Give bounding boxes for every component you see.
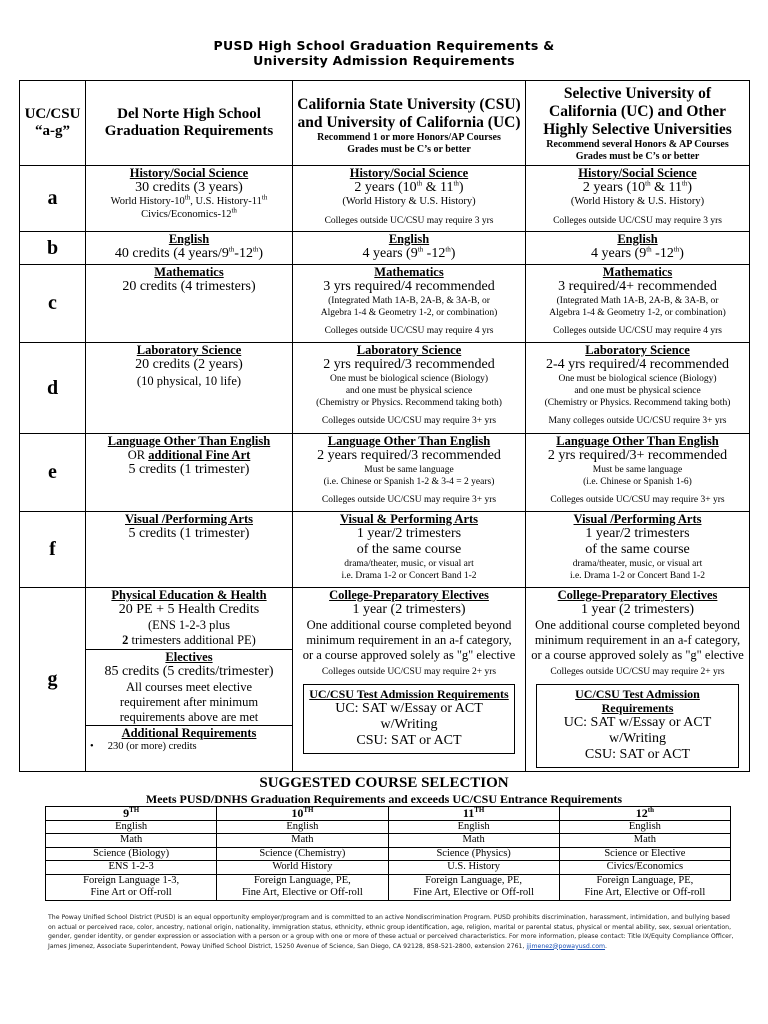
row-letter-e: e (20, 434, 86, 512)
table-row (46, 861, 731, 875)
cell-detail-3: or a course approved solely as "g" elective (302, 648, 516, 662)
uc-cell-d (526, 343, 750, 434)
table-cell: Math (46, 834, 217, 848)
table-cell: Math (217, 834, 388, 848)
row-letter-b: b (20, 232, 86, 265)
cell-detail: Must be same language (592, 465, 683, 475)
grade-10-header: 10TH (217, 807, 388, 821)
cell-main: 40 credits (4 years/9th-12th) (114, 245, 264, 261)
cell-detail: (Integrated Math 1A-B, 2A-B, & 3A-B, or (556, 296, 719, 306)
row-d (20, 343, 750, 434)
cell-detail-3: (Chemistry or Physics. Recommend taking both) (544, 398, 731, 408)
box-line-2: CSU: SAT or ACT (356, 733, 462, 748)
table-row (46, 834, 731, 848)
cell-title: College-Preparatory Electives (329, 588, 489, 602)
cell-note: Colleges outside UC/CSU may require 4 yrs (553, 326, 722, 336)
cell-detail: One must be biological science (Biology) (558, 374, 717, 384)
cell-title: Visual /Performing Arts (573, 512, 702, 526)
cell-title: History/Social Science (129, 166, 249, 180)
header-del-norte: Del Norte High School Graduation Requirements (86, 81, 293, 166)
cell-detail: (Integrated Math 1A-B, 2A-B, & 3A-B, or (328, 296, 490, 306)
page-title (0, 38, 768, 68)
uc-cell-b (526, 232, 750, 265)
table-cell: World History (217, 861, 388, 875)
box-line-2: CSU: SAT or ACT (584, 747, 691, 762)
del-norte-cell-g (86, 588, 293, 772)
cell-note: Colleges outside UC/CSU may require 3+ yrs (321, 495, 497, 505)
cell-detail-2: i.e. Drama 1-2 or Concert Band 1-2 (341, 571, 477, 581)
del-norte-cell-b (86, 232, 293, 265)
header-csu-uc-sub2: Grades must be C’s or better (347, 144, 471, 155)
del-norte-cell-c (86, 265, 293, 343)
row-letter-g: g (20, 588, 86, 772)
grade-9-header: 9TH (46, 807, 217, 821)
cell-detail-2: minimum requirement in an a-f category, (306, 633, 512, 647)
cell-title: English (617, 232, 658, 246)
cell-main: 5 credits (1 trimester) (128, 462, 250, 477)
table-cell: Science (Biology) (46, 847, 217, 861)
cell-note: Colleges outside UC/CSU may require 2+ yrs (321, 667, 497, 677)
header-selective-sub2: Grades must be C’s or better (575, 151, 700, 162)
cell-main: 5 credits (1 trimester) (128, 526, 250, 541)
cell-title: English (168, 232, 210, 246)
uc-cell-c (526, 265, 750, 343)
csu-cell-c (293, 265, 526, 343)
cell-title: Language Other Than English (107, 434, 271, 448)
row-letter-d: d (20, 343, 86, 434)
cell-note: Colleges outside UC/CSU may require 3 yrs (553, 215, 722, 226)
table-cell: Civics/Economics (559, 861, 730, 875)
cell-title: Laboratory Science (136, 343, 242, 357)
cell-detail-2: (i.e. Chinese or Spanish 1-6) (583, 477, 692, 487)
cell-note: Colleges outside UC/CSU may require 3+ yrs (550, 495, 725, 505)
cell-detail: One must be biological science (Biology) (329, 374, 489, 384)
electives-title: Electives (165, 650, 213, 664)
cell-detail: drama/theater, music, or visual art (572, 559, 703, 569)
cell-title: Visual /Performing Arts (125, 512, 253, 526)
cell-detail: (World History & U.S. History) (342, 196, 476, 207)
table-cell: Science or Elective (559, 847, 730, 861)
row-c (20, 265, 750, 343)
table-cell: English (46, 820, 217, 834)
additional-title: Additional Requirements (121, 726, 257, 740)
cell-title: Laboratory Science (585, 343, 690, 357)
header-csu-uc-sub1: Recommend 1 or more Honors/AP Courses (317, 132, 501, 143)
csu-cell-e (293, 434, 526, 512)
box-line-1: UC: SAT w/Essay or ACT w/Writing (335, 701, 483, 732)
cell-note: Colleges outside UC/CSU may require 4 yrs (324, 326, 494, 336)
del-norte-cell-a (86, 166, 293, 232)
cell-title: Mathematics (602, 265, 673, 279)
csu-cell-d (293, 343, 526, 434)
pe-title: Physical Education & Health (111, 588, 267, 602)
box-title: UC/CSU Test Admission Requirements (575, 687, 700, 715)
cell-main: 3 required/4+ recommended (558, 279, 717, 294)
table-cell: Foreign Language, PE, Fine Art, Elective or Off-roll (559, 874, 730, 900)
table-row (46, 874, 731, 900)
box-line-1: UC: SAT w/Essay or ACT w/Writing (563, 715, 712, 746)
table-row (46, 820, 731, 834)
cell-detail-2: Algebra 1-4 & Geometry 1-2, or combination) (320, 308, 498, 318)
additional-item: • 230 (or more) credits (90, 741, 197, 752)
cell-title: History/Social Science (349, 166, 469, 180)
cell-title: Language Other Than English (327, 434, 491, 448)
csu-cell-b (293, 232, 526, 265)
test-requirements-box (536, 684, 739, 768)
row-f (20, 512, 750, 588)
csu-cell-f (293, 512, 526, 588)
cell-detail-2: minimum requirement in an a-f category, (534, 633, 741, 647)
cell-detail-3: (Chemistry or Physics. Recommend taking both) (316, 398, 502, 408)
electives-detail-3: requirements above are met (86, 710, 292, 726)
cell-title: College-Preparatory Electives (557, 588, 718, 602)
pe-detail: (ENS 1-2-3 plus (148, 618, 230, 632)
cell-main: 2-4 yrs required/4 recommended (545, 357, 730, 372)
header-selective-sub1: Recommend several Honors & AP Courses (546, 139, 729, 150)
csu-cell-g (293, 588, 526, 772)
header-row (20, 81, 750, 166)
cell-main-2: of the same course (356, 542, 462, 557)
cell-title: English (388, 232, 430, 246)
cell-main: 1 year (2 trimesters) (352, 602, 466, 617)
box-title: UC/CSU Test Admission Requirements (309, 687, 509, 701)
table-cell: English (559, 820, 730, 834)
row-e (20, 434, 750, 512)
cell-main: 20 credits (4 trimesters) (122, 279, 256, 294)
cell-main: 2 years required/3 recommended (317, 448, 501, 463)
cell-note: Colleges outside UC/CSU may require 3+ yrs (321, 416, 497, 426)
title-line-1: PUSD High School Graduation Requirements & (213, 38, 555, 53)
cell-note: Colleges outside UC/CSU may require 2+ yrs (550, 667, 725, 677)
electives-detail: All courses meet elective (126, 680, 252, 694)
cell-detail-2: i.e. Drama 1-2 or Concert Band 1-2 (569, 571, 706, 581)
cell-main: 3 yrs required/4 recommended (323, 279, 495, 294)
cell-detail-2: (i.e. Chinese or Spanish 1-2 & 3-4 = 2 years) (323, 477, 495, 487)
cell-title: Mathematics (154, 265, 224, 279)
table-cell: English (217, 820, 388, 834)
cell-or-line: OR additional Fine Art (127, 448, 251, 462)
table-cell: Foreign Language, PE, Fine Art, Elective or Off-roll (388, 874, 559, 900)
cell-main: 2 years (10th & 11th) (354, 179, 464, 195)
cell-detail: (10 physical, 10 life) (136, 374, 242, 388)
cell-title: History/Social Science (578, 166, 697, 180)
header-selective (526, 81, 750, 166)
table-cell: ENS 1-2-3 (46, 861, 217, 875)
cell-detail: One additional course completed beyond (535, 618, 740, 632)
cell-main: 20 credits (2 years) (135, 357, 243, 372)
cell-detail: drama/theater, music, or visual art (344, 559, 474, 569)
table-cell: U.S. History (388, 861, 559, 875)
suggested-subtitle: Meets PUSD/DNHS Graduation Requirements and exceeds UC/CSU Entrance Requirements (145, 792, 623, 806)
table-cell: Math (388, 834, 559, 848)
cell-main: 1 year/2 trimesters (356, 526, 462, 541)
suggested-course-table (45, 806, 731, 901)
pe-detail-2: 2 trimesters additional PE) (86, 633, 292, 650)
table-row (46, 847, 731, 861)
cell-detail: World History-10th, U.S. History-11th (110, 193, 268, 207)
contact-email-link[interactable]: jjimenez@powayusd.com (526, 942, 606, 950)
electives-main: 85 credits (5 credits/trimester) (104, 664, 274, 679)
title-line-2: University Admission Requirements (253, 53, 515, 68)
row-g (20, 588, 750, 772)
requirements-table (19, 80, 750, 772)
electives-detail-2: requirement after minimum (119, 695, 259, 709)
table-cell: Science (Chemistry) (217, 847, 388, 861)
cell-main: 30 credits (3 years) (135, 180, 243, 195)
row-b (20, 232, 750, 265)
uc-cell-g (526, 588, 750, 772)
cell-detail-2: Algebra 1-4 & Geometry 1-2, or combination) (549, 308, 726, 318)
table-cell: Foreign Language 1-3, Fine Art or Off-roll (46, 874, 217, 900)
grade-12-header: 12th (559, 807, 730, 821)
del-norte-cell-d (86, 343, 293, 434)
del-norte-cell-f (86, 512, 293, 588)
cell-title: Mathematics (374, 265, 444, 279)
cell-detail: Must be same language (364, 465, 454, 475)
table-cell: Math (559, 834, 730, 848)
cell-detail: One additional course completed beyond (306, 618, 512, 632)
grade-header-row (46, 807, 731, 821)
cell-title: Laboratory Science (356, 343, 462, 357)
cell-detail-2: Civics/Economics-12th (141, 206, 237, 220)
row-letter-a: a (20, 166, 86, 232)
row-letter-f: f (20, 512, 86, 588)
row-letter-c: c (20, 265, 86, 343)
cell-title: Language Other Than English (556, 434, 719, 448)
header-csu-uc-title: California State University (CSU) and University of California (UC) (297, 96, 521, 131)
table-cell: English (388, 820, 559, 834)
cell-main: 2 yrs required/3+ recommended (547, 448, 728, 463)
uc-cell-a (526, 166, 750, 232)
header-ucsu-line2: “a-g” (35, 123, 70, 139)
uc-cell-e (526, 434, 750, 512)
cell-main: 2 yrs required/3 recommended (323, 357, 495, 372)
cell-title: Visual & Performing Arts (339, 512, 479, 526)
cell-note: Many colleges outside UC/CSU require 3+ yrs (548, 416, 727, 426)
nondiscrimination-footer: The Poway Unified School District (PUSD) is an equal opportunity employer/program and is committed to an active Nondiscrimination Program. PUSD prohibits discrimination, harassment, intimidation, and bullying based on actual or perceived race, color, ancestry, national origin, nationality, immigration status, ethnicity, ethnic group identification, age, religion, marital or parental status, physical or mental ability, sex, sexual orientation, gender, gender identity, or gender expression or association with a person or a group with one or more of these actual or perceived characteristics. For more information, please contact: Title IX/Equity Compliance Officer, James Jimenez, Associate Superintendent, Poway Unified School District, 15250 Avenue of Science, San Diego, CA 92128, 858-521-2800, extension 2761, jjimenez@powayusd.com. (48, 914, 734, 950)
grade-11-header: 11TH (388, 807, 559, 821)
del-norte-cell-e (86, 434, 293, 512)
cell-detail-2: and one must be physical science (574, 386, 701, 396)
csu-cell-a (293, 166, 526, 232)
header-ucsu-line1: UC/CSU (24, 106, 81, 122)
cell-main-2: of the same course (585, 542, 690, 557)
table-cell: Science (Physics) (388, 847, 559, 861)
cell-main: 1 year/2 trimesters (585, 526, 690, 541)
cell-detail-2: and one must be physical science (345, 386, 473, 396)
cell-detail: (World History & U.S. History) (570, 196, 705, 207)
cell-main: 4 years (9th -12th) (591, 245, 684, 261)
cell-main: 2 years (10th & 11th) (582, 179, 693, 195)
header-ucsu (20, 81, 86, 166)
suggested-title: SUGGESTED COURSE SELECTION (259, 775, 509, 791)
cell-main: 4 years (9th -12th) (362, 245, 456, 261)
cell-detail-3: or a course approved solely as "g" elective (531, 648, 744, 662)
table-cell: Foreign Language, PE, Fine Art, Elective or Off-roll (217, 874, 388, 900)
cell-main: 1 year (2 trimesters) (580, 602, 695, 617)
uc-cell-f (526, 512, 750, 588)
row-a (20, 166, 750, 232)
header-selective-title: Selective University of California (UC) and Other Highly Selective Universities (543, 85, 732, 138)
cell-note: Colleges outside UC/CSU may require 3 yrs (324, 215, 494, 226)
pe-main: 20 PE + 5 Health Credits (118, 602, 260, 617)
test-requirements-box (303, 684, 515, 754)
header-csu-uc (293, 81, 526, 166)
